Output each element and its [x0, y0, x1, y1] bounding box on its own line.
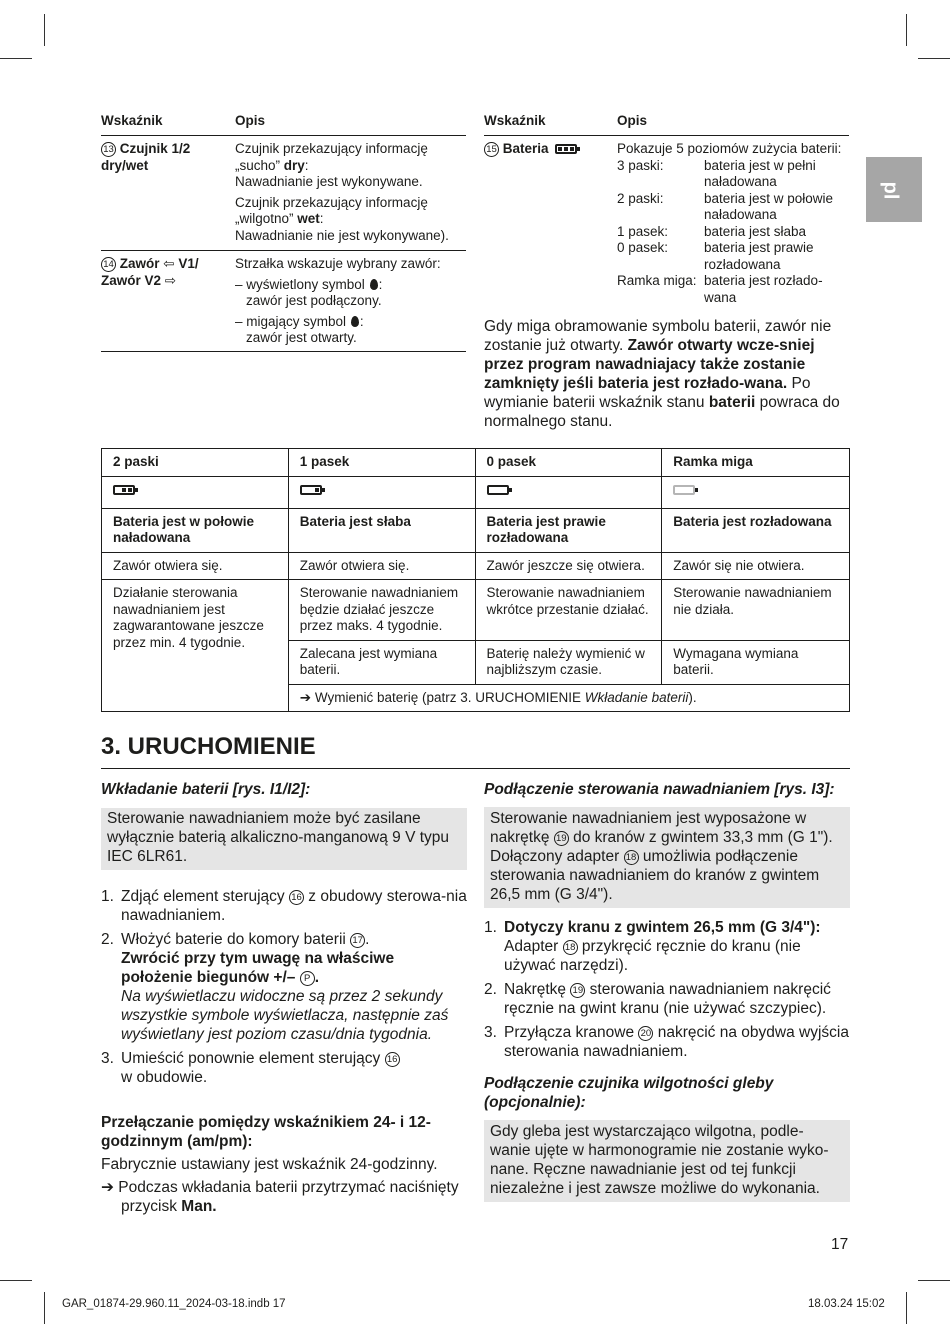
table-cell: Zawór otwiera się. — [102, 552, 289, 580]
table-cell: Sterowanie nawadnianiem nie działa. — [662, 580, 850, 641]
crop-mark — [918, 1280, 950, 1281]
page-number: 17 — [831, 1236, 849, 1253]
table-footer-cell: ➔ Wymienić baterię (patrz 3. URUCHOMIENIE Wkładanie baterii). — [288, 684, 849, 712]
steps-list — [484, 918, 850, 1061]
battery-level-row: 1 pasek: bateria jest słaba — [617, 223, 807, 239]
ref-number: 16 — [385, 1052, 400, 1067]
table-cell: Baterię należy wymienić w najbliższym czasie. — [475, 640, 662, 684]
table-cell: Sterowanie nawadnianiem wkrótce przestanie działać. — [475, 580, 662, 641]
subsection-heading: Podłączenie sterowania nawadnianiem [rys. I3]: — [484, 781, 835, 798]
table-cell: Wymagana wymiana baterii. — [662, 640, 850, 684]
battery-level-row: Ramka miga: bateria jest rozłado-wana — [617, 273, 823, 305]
language-tab-label: pl — [879, 181, 902, 200]
table-header-cell: Ramka miga — [662, 449, 850, 477]
battery-empty-icon — [487, 485, 509, 495]
battery-level-row: 0 pasek: bateria jest prawie rozładowana — [617, 240, 814, 272]
footer-timestamp: 18.03.24 15:02 — [808, 1298, 885, 1310]
info-box: Sterowanie nawadnianiem może być zasilane wyłącznie baterią alkaliczno-manganową 9 V typu IEC 6LR61. — [101, 808, 467, 870]
paragraph: ➔ Podczas wkładania baterii przytrzymać naciśnięty przycisk Man. — [101, 1179, 459, 1215]
battery-two-bars-icon — [113, 485, 135, 495]
paragraph: Fabrycznie ustawiany jest wskaźnik 24-godzinny. — [101, 1156, 438, 1173]
table-cell: Sterowanie nawadnianiem będzie działać jeszcze przez maks. 4 tygodnie. — [288, 580, 475, 641]
left-table-header-indicator: Wskaźnik — [101, 113, 163, 128]
indicator-15-label: 15 Bateria — [484, 141, 614, 158]
crop-mark — [44, 14, 45, 46]
right-table-header-indicator: Wskaźnik — [484, 113, 546, 128]
battery-full-icon — [555, 144, 577, 154]
table-cell — [475, 476, 662, 508]
steps-list — [101, 887, 467, 1087]
info-box: Gdy gleba jest wystarczająco wilgotna, podle-wanie ujęte w harmonogramie nie zostanie wyko-nane. Ręczne nawadnianie jest od tej funkcji niezależne i jest zawsze możliwe do wykonania. — [484, 1120, 850, 1202]
subsection-heading: Wkładanie baterii [rys. I1/I2]: — [101, 781, 311, 798]
table-row — [102, 580, 850, 641]
left-table-header-description: Opis — [235, 113, 266, 128]
left-column — [101, 780, 467, 1216]
table-header-cell: 0 pasek — [475, 449, 662, 477]
ref-number: 18 — [563, 940, 578, 955]
ref-number: 18 — [624, 850, 639, 865]
table-cell: Zawór jeszcze się otwiera. — [475, 552, 662, 580]
arrow-right-icon: ⇨ — [164, 272, 177, 288]
table-cell — [288, 476, 475, 508]
table-row — [102, 449, 850, 477]
battery-level-row: 3 paski: bateria jest w pełni naładowana — [617, 157, 816, 189]
crop-mark — [906, 14, 907, 46]
table-header-cell: 1 pasek — [288, 449, 475, 477]
right-table-header-description: Opis — [617, 113, 648, 128]
table-header-cell: 2 paski — [102, 449, 289, 477]
ref-number: 19 — [554, 831, 569, 846]
divider — [101, 768, 850, 769]
subsection-heading: Przełączanie pomiędzy wskaźnikiem 24- i 12-godzinnym (am/pm): — [101, 1114, 431, 1150]
battery-note: Gdy miga obramowanie symbolu baterii, zawór nie zostanie już otwarty. Zawór otwarty wcze-sniej przez program nawadniajacy także zostanie zamknięty jeśli bateria jest rozłado-wana. Po wymianie baterii wskaźnik stanu baterii powraca do normalnego stanu. — [484, 318, 840, 430]
indicator-13-label: 13 Czujnik 1/2 dry/wet — [101, 141, 191, 173]
table-row — [102, 508, 850, 552]
drop-icon — [351, 316, 359, 327]
ref-number: 14 — [101, 257, 116, 272]
table-cell: Zawór otwiera się. — [288, 552, 475, 580]
table-cell: Działanie sterowania nawadnianiem jest zagwarantowane jeszcze przez min. 4 tygodnie. — [102, 580, 289, 712]
right-column — [484, 780, 850, 1202]
battery-status-table — [101, 448, 850, 712]
indicator-14-label: 14 Zawór ⇦ V1/ Zawór V2 ⇨ — [101, 256, 199, 288]
crop-mark — [44, 1292, 45, 1324]
table-cell: Bateria jest w połowie naładowana — [102, 508, 289, 552]
divider — [484, 135, 849, 136]
arrow-left-icon: ⇦ — [163, 256, 175, 271]
ref-number: 15 — [484, 142, 499, 157]
table-cell: Zawór się nie otwiera. — [662, 552, 850, 580]
crop-mark — [0, 58, 32, 59]
battery-one-bar-icon — [300, 485, 322, 495]
drop-icon — [370, 279, 378, 290]
crop-mark — [918, 58, 950, 59]
crop-mark — [0, 1280, 32, 1281]
list-item: 1. Dotyczy kranu z gwintem 26,5 mm (G 3/4"): Adapter 18 przykręcić ręcznie do kranu (nie używać narzędzi). — [484, 919, 821, 974]
battery-level-row: 2 paski: bateria jest w połowie naładowana — [617, 190, 834, 222]
battery-blinking-frame-icon — [673, 485, 695, 495]
language-tab — [866, 157, 922, 222]
table-cell: Bateria jest słaba — [288, 508, 475, 552]
ref-number: 19 — [570, 983, 585, 998]
table-cell: Bateria jest rozładowana — [662, 508, 850, 552]
table-cell — [662, 476, 850, 508]
list-item: 3. Umieścić ponownie element sterujący 16 w obudowie. — [101, 1049, 467, 1087]
table-cell: Zalecana jest wymiana baterii. — [288, 640, 475, 684]
indicator-15-description: Pokazuje 5 poziomów zużycia baterii: 3 paski: bateria jest w pełni naładowana 2 paski: bateria jest w połowie naładowana 1 pasek: bateria jest słaba 0 pasek: bateria jest prawie rozładowana Ramka miga: bateria jest rozłado-wana — [617, 141, 852, 306]
ref-number: 13 — [101, 142, 116, 157]
info-box: Sterowanie nawadnianiem jest wyposażone w nakrętkę 19 do kranów z gwintem 33,3 mm (G 1"). Dołączony adapter 18 umożliwia podłączenie sterowania nawadnianiem do kranów z gwintem 26,5 mm (G 3/4"). — [484, 807, 850, 908]
ref-number: 16 — [289, 890, 304, 905]
ref-number: 20 — [638, 1026, 653, 1041]
subsection-heading: Podłączenie czujnika wilgotności gleby (opcjonalnie): — [484, 1075, 774, 1111]
divider — [101, 351, 466, 352]
crop-mark — [906, 1292, 907, 1324]
table-cell — [102, 476, 289, 508]
list-item: 2. Włożyć baterie do komory baterii 17 . Zwrócić przy tym uwagę na właściwe położenie biegunów +/– P . Na wyświetlaczu widoczne są przez 2 sekundy wszystkie symbole wyświetlacza, następnie zaś wyświetlany jest poziom czasu/dnia tygodnia. — [101, 931, 449, 1043]
indicator-13-description: Czujnik przekazujący informację „sucho” dry: Nawadnianie jest wykonywane. Czujnik przekazujący informację „wilgotno” wet: Nawadnianie nie jest wykonywane). — [235, 141, 449, 243]
list-item: 1. Zdjąć element sterujący 16 z obudowy sterowa-nia nawadnianiem. — [101, 888, 467, 924]
section-title: 3. URUCHOMIENIE — [101, 733, 316, 760]
table-row — [102, 552, 850, 580]
list-item: 3. Przyłącza kranowe 20 nakręcić na obydwa wyjścia sterowania nawadnianiem. — [484, 1024, 849, 1060]
ref-number: 17 — [350, 933, 365, 948]
ref-number: P — [300, 971, 315, 986]
table-row — [102, 476, 850, 508]
divider — [101, 135, 466, 136]
footer-filename: GAR_01874-29.960.11_2024-03-18.indb 17 — [62, 1298, 286, 1310]
table-cell: Bateria jest prawie rozładowana — [475, 508, 662, 552]
list-item: 2. Nakrętkę 19 sterowania nawadnianiem nakręcić ręcznie na gwint kranu (nie używać szczypiec). — [484, 981, 831, 1017]
indicator-14-description: Strzałka wskazuje wybrany zawór: – wyświetlony symbol : zawór jest podłączony. – migający symbol : zawór jest otwarty. — [235, 256, 441, 345]
divider — [101, 250, 466, 251]
